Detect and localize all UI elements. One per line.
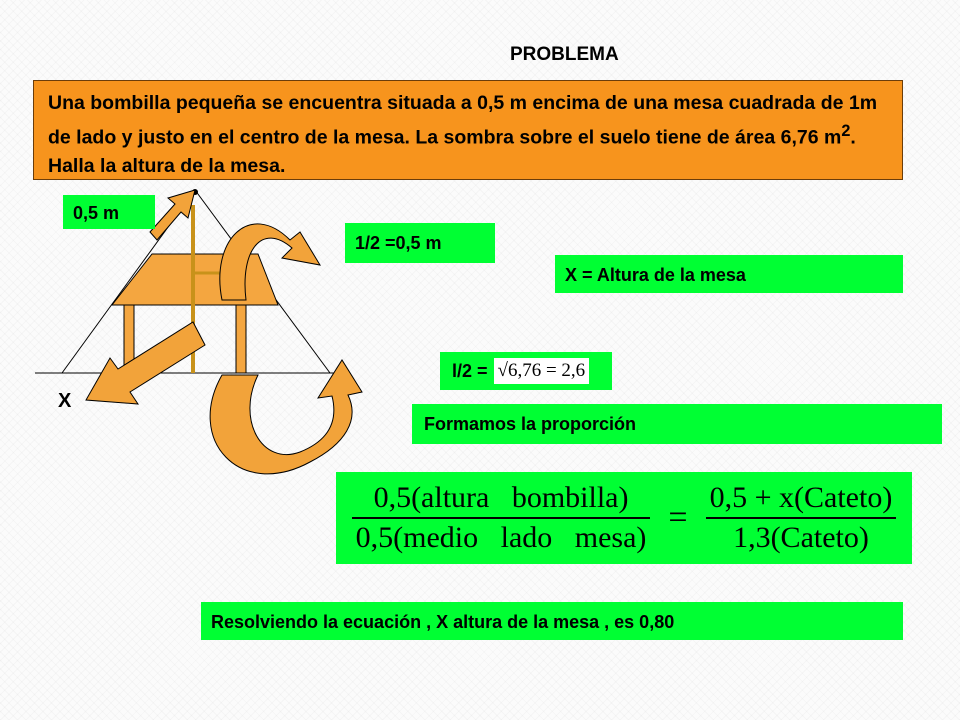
arrow-x [86,322,205,404]
problem-superscript: 2 [841,122,851,140]
rhs-denominator: 1,3(Cateto) [733,521,869,554]
table-leg-right [236,305,246,373]
proportion-equation [336,472,912,564]
equals-sign: = [668,499,688,536]
label-half-side: 1/2 =0,5 m [345,223,495,263]
lhs-numerator: 0,5(altura bombilla) [373,481,629,514]
curved-arrow-bottom [210,360,362,474]
label-l-half-text: l/2 = [452,360,488,381]
rhs-numerator: 0,5 + x(Cateto) [709,481,893,514]
label-l-half [440,352,612,390]
problem-text-end: . Halla la altura de la mesa. [48,126,856,177]
label-bulb-height: 0,5 m [63,195,155,229]
lhs-fraction [352,479,651,557]
lhs-denominator: 0,5(medio lado mesa) [355,521,647,554]
sqrt-formula: √6,76 = 2,6 [494,358,590,384]
arrow-bulb [150,190,195,240]
label-result: Resolviendo la ecuación , X altura de la mesa , es 0,80 [201,602,903,640]
rhs-fraction [706,479,897,557]
x-marker: X [58,390,72,412]
label-proportion: Formamos la proporción [412,404,942,444]
problem-text: Una bombilla pequeña se encuentra situada a 0,5 m encima de una mesa cuadrada de 1m de lado y justo en el centro de la mesa. La sombra sobre el suelo tiene de área 6,76 m [48,92,878,149]
page-title: PROBLEMA [510,44,619,65]
label-x-definition: X = Altura de la mesa [555,255,903,293]
